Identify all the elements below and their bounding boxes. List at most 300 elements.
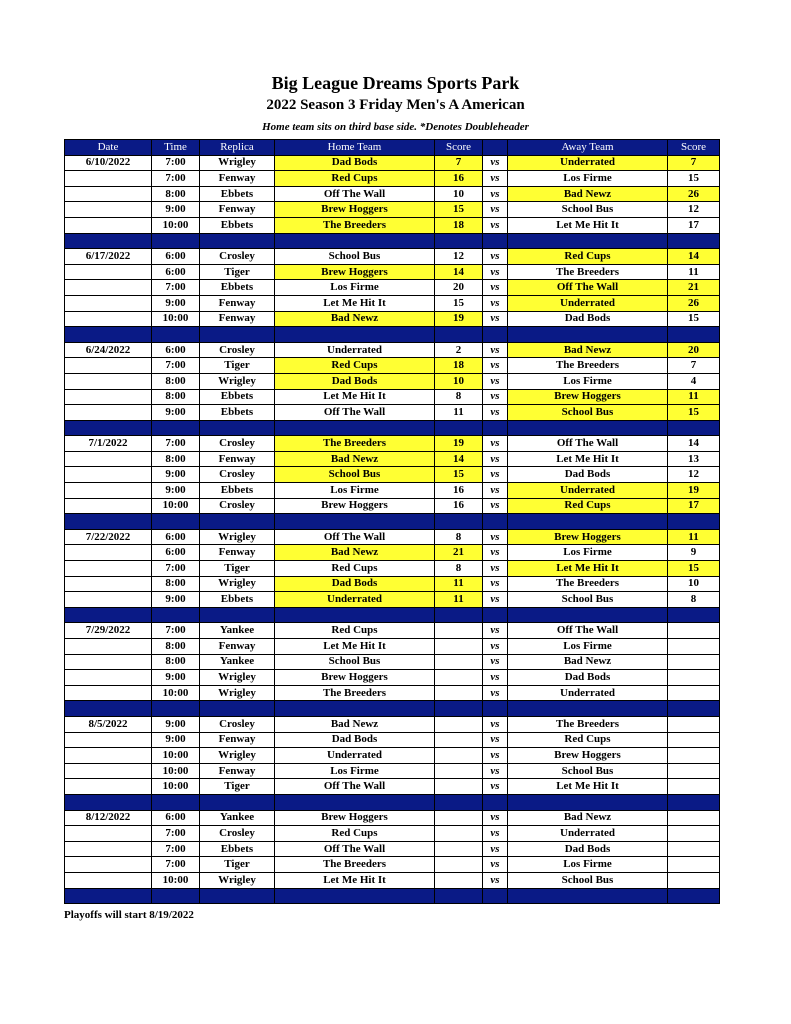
col-header-away-team: Away Team: [508, 140, 668, 156]
game-row: [65, 451, 720, 467]
field-cell: Wrigley: [200, 373, 275, 389]
home-score-cell: 2: [435, 342, 483, 358]
home-score-cell: [435, 810, 483, 826]
vs-cell: vs: [483, 202, 508, 218]
away-score-cell: [668, 623, 720, 639]
home-team-cell: Brew Hoggers: [275, 670, 435, 686]
date-cell: [65, 389, 152, 405]
game-row: [65, 436, 720, 452]
separator-cell: [275, 420, 435, 436]
separator-cell: [65, 701, 152, 717]
separator-cell: [435, 327, 483, 343]
game-row: [65, 748, 720, 764]
game-row: [65, 716, 720, 732]
away-team-cell: Los Firme: [508, 857, 668, 873]
away-team-cell: Underrated: [508, 155, 668, 171]
time-cell: 8:00: [152, 654, 200, 670]
home-team-cell: Brew Hoggers: [275, 810, 435, 826]
time-cell: 9:00: [152, 467, 200, 483]
away-score-cell: [668, 810, 720, 826]
date-cell: [65, 264, 152, 280]
home-team-cell: Underrated: [275, 342, 435, 358]
time-cell: 9:00: [152, 592, 200, 608]
separator-cell: [152, 233, 200, 249]
date-cell: [65, 545, 152, 561]
time-cell: 7:00: [152, 623, 200, 639]
vs-cell: vs: [483, 872, 508, 888]
vs-cell: vs: [483, 155, 508, 171]
away-score-cell: 12: [668, 202, 720, 218]
field-cell: Fenway: [200, 732, 275, 748]
field-cell: Ebbets: [200, 483, 275, 499]
separator-cell: [65, 420, 152, 436]
separator-cell: [65, 514, 152, 530]
away-score-cell: [668, 654, 720, 670]
home-team-cell: Los Firme: [275, 763, 435, 779]
field-cell: Crosley: [200, 342, 275, 358]
date-cell: [65, 826, 152, 842]
playoffs-note: Playoffs will start 8/19/2022: [64, 909, 194, 921]
date-cell: [65, 405, 152, 421]
away-score-cell: [668, 872, 720, 888]
game-row: [65, 670, 720, 686]
col-header-home-team: Home Team: [275, 140, 435, 156]
week-separator: [65, 514, 720, 530]
col-header-replica: Replica: [200, 140, 275, 156]
separator-cell: [508, 233, 668, 249]
game-row: [65, 342, 720, 358]
home-score-cell: 11: [435, 592, 483, 608]
field-cell: Wrigley: [200, 748, 275, 764]
col-header-vs: [483, 140, 508, 156]
date-cell: [65, 748, 152, 764]
date-cell: [65, 639, 152, 655]
away-score-cell: 17: [668, 217, 720, 233]
separator-cell: [200, 514, 275, 530]
time-cell: 10:00: [152, 748, 200, 764]
home-team-cell: Los Firme: [275, 483, 435, 499]
home-score-cell: [435, 826, 483, 842]
date-cell: [65, 779, 152, 795]
time-cell: 8:00: [152, 186, 200, 202]
separator-cell: [508, 514, 668, 530]
time-cell: 7:00: [152, 841, 200, 857]
vs-cell: vs: [483, 280, 508, 296]
away-team-cell: Brew Hoggers: [508, 529, 668, 545]
away-team-cell: Let Me Hit It: [508, 451, 668, 467]
page-title: Big League Dreams Sports Park: [271, 73, 520, 93]
home-score-cell: 8: [435, 561, 483, 577]
date-cell: [65, 483, 152, 499]
home-score-cell: 11: [435, 576, 483, 592]
home-team-cell: Red Cups: [275, 358, 435, 374]
home-score-cell: 11: [435, 405, 483, 421]
home-team-cell: Red Cups: [275, 623, 435, 639]
home-team-cell: Underrated: [275, 592, 435, 608]
time-cell: 8:00: [152, 373, 200, 389]
away-score-cell: [668, 841, 720, 857]
home-team-cell: Dad Bods: [275, 576, 435, 592]
away-score-cell: 11: [668, 264, 720, 280]
away-score-cell: 20: [668, 342, 720, 358]
away-score-cell: 15: [668, 171, 720, 187]
date-cell: [65, 171, 152, 187]
away-score-cell: [668, 670, 720, 686]
away-score-cell: 11: [668, 529, 720, 545]
home-score-cell: 15: [435, 295, 483, 311]
away-team-cell: Off The Wall: [508, 436, 668, 452]
time-cell: 8:00: [152, 389, 200, 405]
game-row: [65, 264, 720, 280]
away-team-cell: Underrated: [508, 826, 668, 842]
separator-cell: [275, 607, 435, 623]
date-cell: [65, 857, 152, 873]
separator-cell: [435, 888, 483, 904]
separator-cell: [275, 888, 435, 904]
home-team-cell: Bad Newz: [275, 311, 435, 327]
page-subtitle: 2022 Season 3 Friday Men's A American: [266, 97, 525, 113]
separator-cell: [275, 794, 435, 810]
field-cell: Ebbets: [200, 217, 275, 233]
separator-cell: [65, 607, 152, 623]
home-team-cell: Bad Newz: [275, 716, 435, 732]
away-score-cell: 8: [668, 592, 720, 608]
away-team-cell: Red Cups: [508, 249, 668, 265]
game-row: [65, 467, 720, 483]
game-row: [65, 779, 720, 795]
date-cell: [65, 498, 152, 514]
away-team-cell: Underrated: [508, 295, 668, 311]
field-cell: Yankee: [200, 623, 275, 639]
game-row: [65, 732, 720, 748]
home-score-cell: [435, 841, 483, 857]
vs-cell: vs: [483, 249, 508, 265]
game-row: [65, 561, 720, 577]
field-cell: Yankee: [200, 810, 275, 826]
home-team-cell: The Breeders: [275, 436, 435, 452]
home-team-cell: The Breeders: [275, 217, 435, 233]
separator-cell: [275, 701, 435, 717]
away-team-cell: School Bus: [508, 405, 668, 421]
separator-cell: [152, 514, 200, 530]
vs-cell: vs: [483, 451, 508, 467]
field-cell: Ebbets: [200, 841, 275, 857]
away-team-cell: The Breeders: [508, 358, 668, 374]
vs-cell: vs: [483, 685, 508, 701]
home-score-cell: [435, 639, 483, 655]
time-cell: 7:00: [152, 171, 200, 187]
away-team-cell: Brew Hoggers: [508, 748, 668, 764]
vs-cell: vs: [483, 826, 508, 842]
home-team-cell: Off The Wall: [275, 186, 435, 202]
separator-cell: [200, 607, 275, 623]
date-cell: 7/29/2022: [65, 623, 152, 639]
separator-cell: [65, 888, 152, 904]
game-row: [65, 186, 720, 202]
away-team-cell: Red Cups: [508, 498, 668, 514]
field-cell: Wrigley: [200, 529, 275, 545]
away-team-cell: Let Me Hit It: [508, 779, 668, 795]
date-cell: [65, 654, 152, 670]
date-cell: [65, 373, 152, 389]
game-row: [65, 592, 720, 608]
away-score-cell: 26: [668, 186, 720, 202]
away-team-cell: The Breeders: [508, 576, 668, 592]
vs-cell: vs: [483, 810, 508, 826]
time-cell: 7:00: [152, 155, 200, 171]
game-row: [65, 841, 720, 857]
separator-cell: [483, 794, 508, 810]
home-team-cell: Brew Hoggers: [275, 202, 435, 218]
vs-cell: vs: [483, 171, 508, 187]
field-cell: Fenway: [200, 295, 275, 311]
time-cell: 8:00: [152, 451, 200, 467]
game-row: [65, 217, 720, 233]
field-cell: Tiger: [200, 264, 275, 280]
week-separator: [65, 420, 720, 436]
separator-cell: [508, 420, 668, 436]
vs-cell: vs: [483, 670, 508, 686]
separator-cell: [483, 607, 508, 623]
game-row: [65, 295, 720, 311]
vs-cell: vs: [483, 639, 508, 655]
field-cell: Fenway: [200, 451, 275, 467]
separator-cell: [668, 794, 720, 810]
time-cell: 7:00: [152, 561, 200, 577]
game-row: [65, 280, 720, 296]
away-score-cell: 21: [668, 280, 720, 296]
away-team-cell: Bad Newz: [508, 654, 668, 670]
home-score-cell: 12: [435, 249, 483, 265]
field-cell: Ebbets: [200, 389, 275, 405]
separator-cell: [668, 233, 720, 249]
time-cell: 6:00: [152, 342, 200, 358]
date-cell: 6/17/2022: [65, 249, 152, 265]
field-cell: Tiger: [200, 358, 275, 374]
separator-cell: [65, 794, 152, 810]
separator-cell: [483, 701, 508, 717]
away-score-cell: 13: [668, 451, 720, 467]
away-team-cell: Underrated: [508, 685, 668, 701]
home-score-cell: 19: [435, 311, 483, 327]
away-score-cell: 19: [668, 483, 720, 499]
game-row: [65, 810, 720, 826]
field-cell: Ebbets: [200, 186, 275, 202]
home-team-cell: The Breeders: [275, 857, 435, 873]
vs-cell: vs: [483, 529, 508, 545]
col-header-time: Time: [152, 140, 200, 156]
separator-cell: [508, 327, 668, 343]
home-team-cell: Let Me Hit It: [275, 389, 435, 405]
time-cell: 9:00: [152, 483, 200, 499]
separator-cell: [668, 607, 720, 623]
separator-cell: [200, 794, 275, 810]
home-team-cell: School Bus: [275, 249, 435, 265]
week-separator: [65, 794, 720, 810]
time-cell: 10:00: [152, 311, 200, 327]
schedule-table: [64, 139, 720, 904]
field-cell: Ebbets: [200, 405, 275, 421]
vs-cell: vs: [483, 295, 508, 311]
home-team-cell: Off The Wall: [275, 529, 435, 545]
game-row: [65, 576, 720, 592]
date-cell: [65, 685, 152, 701]
vs-cell: vs: [483, 592, 508, 608]
vs-cell: vs: [483, 373, 508, 389]
date-cell: 6/10/2022: [65, 155, 152, 171]
field-cell: Wrigley: [200, 685, 275, 701]
header-row: [65, 140, 720, 156]
date-cell: [65, 202, 152, 218]
week-separator: [65, 233, 720, 249]
vs-cell: vs: [483, 405, 508, 421]
vs-cell: vs: [483, 732, 508, 748]
separator-cell: [508, 607, 668, 623]
away-team-cell: Dad Bods: [508, 311, 668, 327]
time-cell: 10:00: [152, 685, 200, 701]
date-cell: [65, 763, 152, 779]
game-row: [65, 389, 720, 405]
home-team-cell: Bad Newz: [275, 451, 435, 467]
home-team-cell: Brew Hoggers: [275, 498, 435, 514]
away-team-cell: Let Me Hit It: [508, 217, 668, 233]
date-cell: [65, 732, 152, 748]
away-team-cell: Los Firme: [508, 545, 668, 561]
game-row: [65, 529, 720, 545]
away-score-cell: [668, 826, 720, 842]
away-team-cell: Brew Hoggers: [508, 389, 668, 405]
separator-cell: [152, 794, 200, 810]
date-cell: 8/5/2022: [65, 716, 152, 732]
date-cell: [65, 280, 152, 296]
time-cell: 9:00: [152, 716, 200, 732]
col-header-home-score: Score: [435, 140, 483, 156]
game-row: [65, 373, 720, 389]
vs-cell: vs: [483, 217, 508, 233]
time-cell: 7:00: [152, 826, 200, 842]
away-score-cell: [668, 639, 720, 655]
away-score-cell: 15: [668, 561, 720, 577]
away-score-cell: 15: [668, 311, 720, 327]
home-team-cell: Let Me Hit It: [275, 639, 435, 655]
home-team-cell: Let Me Hit It: [275, 295, 435, 311]
home-score-cell: 7: [435, 155, 483, 171]
game-row: [65, 826, 720, 842]
home-score-cell: [435, 779, 483, 795]
home-team-cell: Let Me Hit It: [275, 872, 435, 888]
away-score-cell: 9: [668, 545, 720, 561]
home-team-cell: Off The Wall: [275, 841, 435, 857]
home-team-cell: Dad Bods: [275, 373, 435, 389]
away-team-cell: Bad Newz: [508, 810, 668, 826]
separator-cell: [508, 794, 668, 810]
date-cell: [65, 592, 152, 608]
home-team-cell: School Bus: [275, 467, 435, 483]
home-score-cell: 8: [435, 389, 483, 405]
home-team-cell: Bad Newz: [275, 545, 435, 561]
field-cell: Fenway: [200, 639, 275, 655]
away-score-cell: 7: [668, 155, 720, 171]
time-cell: 9:00: [152, 405, 200, 421]
vs-cell: vs: [483, 467, 508, 483]
field-cell: Fenway: [200, 763, 275, 779]
field-cell: Fenway: [200, 171, 275, 187]
time-cell: 6:00: [152, 545, 200, 561]
time-cell: 6:00: [152, 249, 200, 265]
game-row: [65, 358, 720, 374]
separator-cell: [435, 794, 483, 810]
home-score-cell: [435, 716, 483, 732]
vs-cell: vs: [483, 654, 508, 670]
separator-cell: [200, 888, 275, 904]
vs-cell: vs: [483, 623, 508, 639]
home-score-cell: 16: [435, 498, 483, 514]
separator-cell: [275, 514, 435, 530]
field-cell: Crosley: [200, 436, 275, 452]
home-score-cell: 21: [435, 545, 483, 561]
away-score-cell: 17: [668, 498, 720, 514]
away-score-cell: 11: [668, 389, 720, 405]
week-separator: [65, 607, 720, 623]
vs-cell: vs: [483, 716, 508, 732]
field-cell: Fenway: [200, 202, 275, 218]
separator-cell: [668, 701, 720, 717]
home-team-cell: Red Cups: [275, 826, 435, 842]
separator-cell: [435, 607, 483, 623]
away-score-cell: 10: [668, 576, 720, 592]
home-score-cell: 8: [435, 529, 483, 545]
field-cell: Crosley: [200, 498, 275, 514]
home-score-cell: 14: [435, 264, 483, 280]
away-team-cell: The Breeders: [508, 716, 668, 732]
home-score-cell: [435, 763, 483, 779]
field-cell: Crosley: [200, 716, 275, 732]
time-cell: 9:00: [152, 670, 200, 686]
time-cell: 8:00: [152, 576, 200, 592]
home-team-cell: School Bus: [275, 654, 435, 670]
date-cell: [65, 872, 152, 888]
time-cell: 10:00: [152, 763, 200, 779]
time-cell: 10:00: [152, 217, 200, 233]
time-cell: 9:00: [152, 295, 200, 311]
separator-cell: [275, 327, 435, 343]
home-score-cell: 15: [435, 202, 483, 218]
field-cell: Tiger: [200, 561, 275, 577]
game-row: [65, 857, 720, 873]
vs-cell: vs: [483, 436, 508, 452]
game-row: [65, 872, 720, 888]
vs-cell: vs: [483, 389, 508, 405]
home-score-cell: [435, 748, 483, 764]
field-cell: Ebbets: [200, 280, 275, 296]
date-cell: [65, 358, 152, 374]
date-cell: [65, 561, 152, 577]
game-row: [65, 685, 720, 701]
time-cell: 6:00: [152, 810, 200, 826]
week-separator: [65, 888, 720, 904]
vs-cell: vs: [483, 311, 508, 327]
home-team-cell: Underrated: [275, 748, 435, 764]
field-cell: Fenway: [200, 311, 275, 327]
away-team-cell: Los Firme: [508, 171, 668, 187]
away-score-cell: [668, 748, 720, 764]
vs-cell: vs: [483, 576, 508, 592]
away-score-cell: 14: [668, 436, 720, 452]
game-row: [65, 405, 720, 421]
away-score-cell: 7: [668, 358, 720, 374]
away-team-cell: Red Cups: [508, 732, 668, 748]
time-cell: 7:00: [152, 280, 200, 296]
